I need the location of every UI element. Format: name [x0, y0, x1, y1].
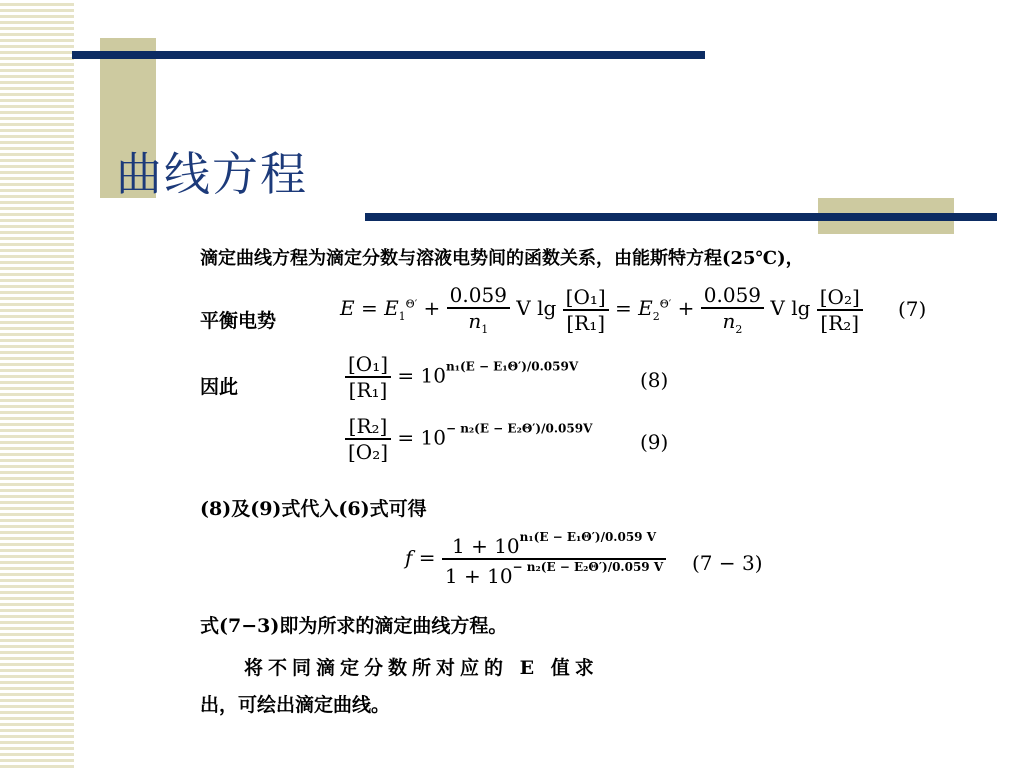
eq8-frac [345, 352, 391, 402]
eq8-num: [O₁] [345, 352, 391, 378]
eq7-red2: [R₂] [820, 310, 860, 335]
equation-9 [345, 414, 592, 464]
eq7-red1: [R₁] [566, 310, 606, 335]
eq7-ox2: [O₂] [817, 285, 863, 311]
eq73-label: (7 − 3) [692, 551, 763, 575]
eq9-exp: − n₂(E − E₂Θ′)/0.059V [445, 421, 593, 436]
eq7-plus1: + [423, 296, 441, 320]
equation-8 [345, 352, 578, 402]
mid-rule [365, 213, 997, 221]
eq73-num-exp: n₁(E − E₁Θ′)/0.059 V [519, 530, 657, 544]
eq7-sup2: Θ′ [659, 297, 672, 311]
eq7-mid: = E [615, 296, 653, 320]
eq7-n2: n [722, 309, 736, 333]
eq7-frac3 [701, 283, 764, 336]
eq9-frac [345, 414, 391, 464]
eq8-den: [R₁] [348, 378, 388, 402]
eq7-frac4 [817, 285, 863, 335]
eq8-rhs: = 10 [397, 363, 446, 388]
eq7-unit2: V lg [770, 296, 811, 320]
conclusion-text: 式(7−3)即为所求的滴定曲线方程。 [200, 615, 508, 637]
eq73-den [442, 560, 666, 588]
eq73-num [442, 530, 666, 560]
eq7-frac2 [563, 285, 609, 335]
eq7-lhs: E = E [340, 296, 399, 320]
eq73-den-exp: − n₂(E − E₂Θ′)/0.059 V [512, 560, 664, 574]
eq73-lhs: f = [405, 545, 436, 570]
eq7-frac3-den [701, 309, 764, 336]
top-rule [72, 51, 705, 59]
eq7-frac1 [447, 283, 510, 336]
eq8-label: (8) [640, 368, 669, 392]
eq7-ox1: [O₁] [563, 285, 609, 311]
intro-text: 滴定曲线方程为滴定分数与溶液电势间的函数关系，由能斯特方程(25℃)， [200, 248, 804, 269]
equation-7 [340, 283, 863, 336]
eq7-frac1-den [447, 309, 510, 336]
eq9-label: (9) [640, 430, 669, 454]
eq73-den-base: 1 + 10 [444, 564, 513, 588]
balance-label: 平衡电势 [200, 310, 277, 332]
eq7-n1-sub: 1 [481, 323, 489, 336]
eq7-sub2: 2 [652, 310, 660, 323]
eq7-sub1: 1 [398, 310, 406, 323]
page-title: 曲线方程 [116, 147, 308, 201]
eq7-n1: n [468, 309, 482, 333]
left-stripe-decoration [0, 0, 74, 768]
eq7-label: (7) [898, 297, 927, 321]
eq73-frac [442, 530, 666, 588]
therefore-label: 因此 [200, 376, 239, 398]
eq7-frac3-num: 0.059 [701, 283, 764, 309]
eq9-rhs: = 10 [397, 425, 446, 450]
eq7-unit1: V lg [516, 296, 557, 320]
paragraph-line-1: 将不同滴定分数所对应的 E 值求 [244, 657, 599, 679]
equation-7-3 [405, 530, 666, 588]
eq7-n2-sub: 2 [735, 323, 743, 336]
eq8-exp: n₁(E − E₁Θ′)/0.059V [445, 359, 579, 374]
substitute-text: (8)及(9)式代入(6)式可得 [200, 498, 427, 520]
eq73-num-base: 1 + 10 [452, 534, 520, 558]
eq7-plus2: + [677, 296, 695, 320]
eq7-sup1: Θ′ [405, 297, 418, 311]
eq9-den: [O₂] [348, 440, 389, 464]
eq7-frac1-num: 0.059 [447, 283, 510, 309]
eq9-num: [R₂] [345, 414, 391, 440]
paragraph-line-2: 出，可绘出滴定曲线。 [200, 694, 391, 716]
